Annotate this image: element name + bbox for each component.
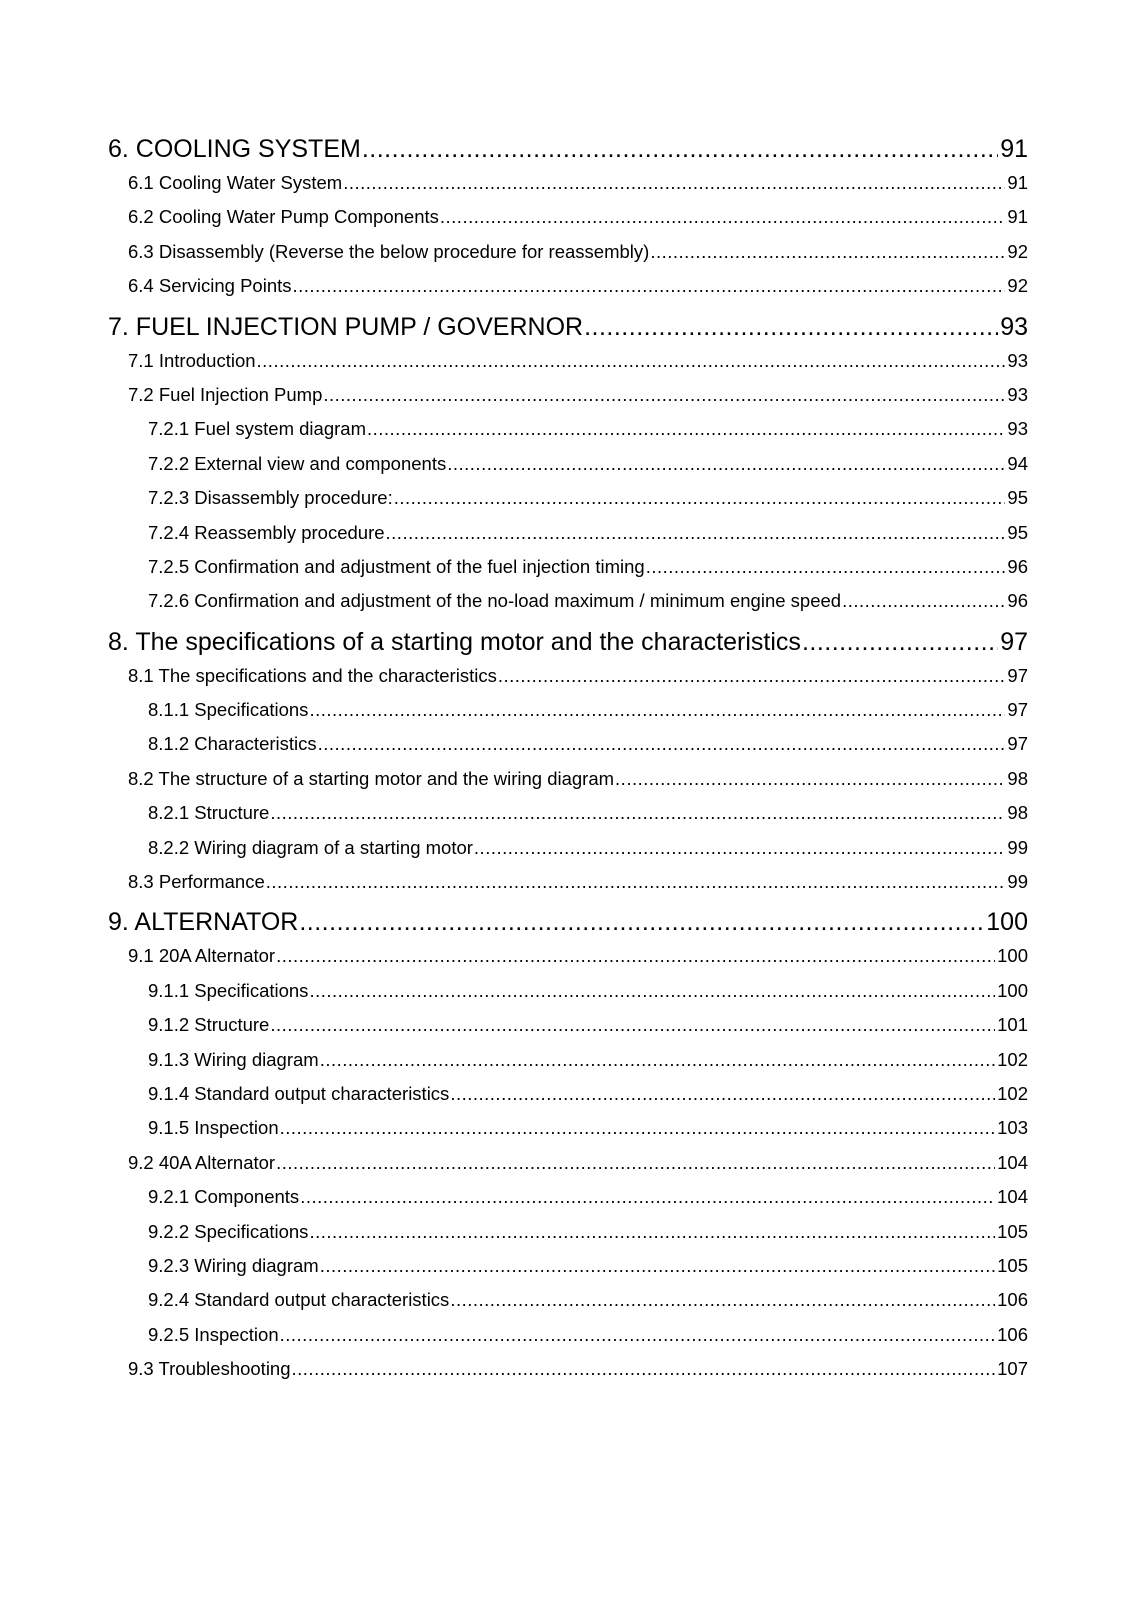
toc-entry-title: 9.2.2 Specifications <box>148 1220 309 1242</box>
toc-entry-page-number: 93 <box>1007 349 1028 371</box>
dot-leader <box>266 865 1006 899</box>
dot-leader <box>280 1318 996 1352</box>
dot-leader <box>318 727 1006 761</box>
toc-entry-page-number: 93 <box>1007 418 1028 440</box>
dot-leader <box>309 1215 995 1249</box>
toc-entry-page-number: 97 <box>1007 664 1028 686</box>
dot-leader <box>257 344 1006 378</box>
dot-leader <box>343 166 1005 200</box>
dot-leader <box>367 412 1005 446</box>
toc-subsection-entry[interactable] <box>108 550 1028 584</box>
dot-leader <box>615 762 1005 796</box>
toc-entry-title: 9.2.3 Wiring diagram <box>148 1254 319 1276</box>
toc-entry-page-number: 91 <box>1000 135 1028 163</box>
toc-entry-title: 6.3 Disassembly (Reverse the below procedure for reassembly) <box>128 240 650 262</box>
toc-entry-title: 7.2 Fuel Injection Pump <box>128 383 323 405</box>
dot-leader <box>802 625 998 659</box>
toc-entry-page-number: 93 <box>1000 312 1028 341</box>
toc-section-entry[interactable] <box>108 235 1028 269</box>
toc-entry-title: 8.1.1 Specifications <box>148 699 309 721</box>
toc-subsection-entry[interactable] <box>108 1180 1028 1214</box>
toc-entry-title: 9.2.5 Inspection <box>148 1323 279 1345</box>
dot-leader <box>447 447 1005 481</box>
toc-entry-page-number: 93 <box>1007 383 1028 405</box>
toc-section-entry[interactable] <box>108 762 1028 796</box>
toc-entry-title: 9.1.5 Inspection <box>148 1117 279 1139</box>
toc-entry-title: 7.2.6 Confirmation and adjustment of the no-load maximum / minimum engine speed <box>148 590 842 612</box>
dot-leader <box>280 1111 996 1145</box>
toc-entry-title: 9.3 Troubleshooting <box>128 1358 291 1380</box>
dot-leader <box>584 310 998 344</box>
toc-entry-page-number: 100 <box>997 945 1028 967</box>
toc-entry-title: 7.2.2 External view and components <box>148 452 447 474</box>
dot-leader <box>293 269 1006 303</box>
toc-entry-page-number: 95 <box>1007 487 1028 509</box>
dot-leader <box>650 235 1005 269</box>
dot-leader <box>320 1249 995 1283</box>
toc-entry-page-number: 101 <box>997 1014 1028 1036</box>
toc-entry-title: 9.2.4 Standard output characteristics <box>148 1289 450 1311</box>
toc-entry-page-number: 99 <box>1007 871 1028 893</box>
table-of-contents <box>108 132 1028 1387</box>
dot-leader <box>299 905 984 939</box>
toc-chapter-entry[interactable] <box>108 625 1028 659</box>
dot-leader <box>270 796 1005 830</box>
toc-subsection-entry[interactable] <box>108 1077 1028 1111</box>
dot-leader <box>386 516 1006 550</box>
toc-entry-page-number: 104 <box>997 1186 1028 1208</box>
toc-entry-title: 7.2.1 Fuel system diagram <box>148 418 366 440</box>
toc-entry-page-number: 102 <box>997 1082 1028 1104</box>
toc-entry-page-number: 98 <box>1007 802 1028 824</box>
toc-section-entry[interactable] <box>108 939 1028 973</box>
dot-leader <box>450 1077 995 1111</box>
toc-subsection-entry[interactable] <box>108 1111 1028 1145</box>
toc-section-entry[interactable] <box>108 269 1028 303</box>
toc-entry-page-number: 97 <box>1000 627 1028 656</box>
dot-leader <box>394 481 1006 515</box>
toc-entry-page-number: 106 <box>997 1323 1028 1345</box>
toc-entry-page-number: 106 <box>997 1289 1028 1311</box>
toc-chapter-entry[interactable] <box>108 310 1028 344</box>
toc-subsection-entry[interactable] <box>108 584 1028 618</box>
toc-entry-title: 6.4 Servicing Points <box>128 275 292 297</box>
toc-entry-page-number: 105 <box>997 1254 1028 1276</box>
toc-entry-title: 7.2.4 Reassembly procedure <box>148 521 385 543</box>
toc-section-entry[interactable] <box>108 344 1028 378</box>
dot-leader <box>440 200 1006 234</box>
toc-section-entry[interactable] <box>108 1146 1028 1180</box>
toc-entry-page-number: 92 <box>1007 275 1028 297</box>
toc-subsection-entry[interactable] <box>108 693 1028 727</box>
dot-leader <box>309 693 1005 727</box>
dot-leader <box>309 974 995 1008</box>
dot-leader <box>270 1008 995 1042</box>
toc-subsection-entry[interactable] <box>108 1215 1028 1249</box>
dot-leader <box>498 659 1006 693</box>
toc-subsection-entry[interactable] <box>108 516 1028 550</box>
toc-entry-title: 8.1 The specifications and the characteristics <box>128 664 497 686</box>
toc-entry-page-number: 103 <box>997 1117 1028 1139</box>
toc-section-entry[interactable] <box>108 865 1028 899</box>
dot-leader <box>276 939 995 973</box>
toc-subsection-entry[interactable] <box>108 831 1028 865</box>
toc-entry-page-number: 100 <box>997 979 1028 1001</box>
toc-entry-title: 9.1.1 Specifications <box>148 979 309 1001</box>
toc-entry-title: 9.1.3 Wiring diagram <box>148 1048 319 1070</box>
toc-subsection-entry[interactable] <box>108 796 1028 830</box>
toc-entry-title: 8.2.2 Wiring diagram of a starting motor <box>148 836 473 858</box>
toc-section-entry[interactable] <box>108 378 1028 412</box>
dot-leader <box>474 831 1006 865</box>
toc-subsection-entry[interactable] <box>108 974 1028 1008</box>
toc-entry-title: 9.1.4 Standard output characteristics <box>148 1082 450 1104</box>
dot-leader <box>646 550 1006 584</box>
toc-entry-page-number: 97 <box>1007 733 1028 755</box>
dot-leader <box>842 584 1005 618</box>
toc-entry-title: 8.1.2 Characteristics <box>148 733 317 755</box>
toc-entry-title: 6.1 Cooling Water System <box>128 172 343 193</box>
dot-leader <box>300 1180 995 1214</box>
toc-entry-title: 9.1 20A Alternator <box>128 945 276 967</box>
toc-entry-page-number: 96 <box>1007 555 1028 577</box>
toc-entry-title: 9.2 40A Alternator <box>128 1151 276 1173</box>
toc-entry-title: 7. FUEL INJECTION PUMP / GOVERNOR <box>108 312 584 341</box>
toc-section-entry[interactable] <box>108 1352 1028 1386</box>
toc-entry-title: 7.2.3 Disassembly procedure: <box>148 487 393 509</box>
toc-subsection-entry[interactable] <box>108 1249 1028 1283</box>
toc-chapter-entry[interactable] <box>108 132 1028 166</box>
toc-subsection-entry[interactable] <box>108 1318 1028 1352</box>
toc-entry-page-number: 102 <box>997 1048 1028 1070</box>
toc-section-entry[interactable] <box>108 659 1028 693</box>
toc-entry-page-number: 104 <box>997 1151 1028 1173</box>
toc-entry-title: 6.2 Cooling Water Pump Components <box>128 206 439 228</box>
toc-entry-title: 7.1 Introduction <box>128 349 256 371</box>
toc-entry-title: 7.2.5 Confirmation and adjustment of the fuel injection timing <box>148 555 645 577</box>
dot-leader <box>323 378 1005 412</box>
toc-entry-title: 8. The specifications of a starting motor and the characteristics <box>108 627 801 656</box>
toc-entry-title: 9.1.2 Structure <box>148 1014 270 1036</box>
toc-entry-page-number: 100 <box>986 908 1028 937</box>
dot-leader <box>450 1283 995 1317</box>
toc-entry-page-number: 94 <box>1007 452 1028 474</box>
toc-entry-page-number: 95 <box>1007 521 1028 543</box>
dot-leader <box>320 1043 995 1077</box>
toc-entry-page-number: 92 <box>1007 240 1028 262</box>
toc-subsection-entry[interactable] <box>108 1283 1028 1317</box>
dot-leader <box>292 1352 996 1386</box>
toc-chapter-entry[interactable] <box>108 905 1028 939</box>
toc-subsection-entry[interactable] <box>108 1043 1028 1077</box>
toc-entry-page-number: 105 <box>997 1220 1028 1242</box>
toc-entry-title: 6. COOLING SYSTEM <box>108 135 361 163</box>
dot-leader <box>276 1146 995 1180</box>
toc-subsection-entry[interactable] <box>108 412 1028 446</box>
toc-entry-page-number: 98 <box>1007 767 1028 789</box>
toc-subsection-entry[interactable] <box>108 447 1028 481</box>
toc-entry-title: 8.2 The structure of a starting motor and the wiring diagram <box>128 767 615 789</box>
toc-entry-page-number: 99 <box>1007 836 1028 858</box>
toc-entry-page-number: 96 <box>1007 590 1028 612</box>
dot-leader <box>362 132 998 166</box>
toc-subsection-entry[interactable] <box>108 1008 1028 1042</box>
toc-subsection-entry[interactable] <box>108 727 1028 761</box>
toc-entry-page-number: 107 <box>997 1358 1028 1380</box>
toc-entry-title: 8.2.1 Structure <box>148 802 270 824</box>
toc-entry-title: 9.2.1 Components <box>148 1186 300 1208</box>
toc-entry-page-number: 91 <box>1007 206 1028 228</box>
toc-entry-title: 8.3 Performance <box>128 871 265 893</box>
toc-section-entry[interactable] <box>108 200 1028 234</box>
toc-subsection-entry[interactable] <box>108 481 1028 515</box>
toc-entry-page-number: 91 <box>1007 172 1028 193</box>
toc-section-entry[interactable] <box>108 166 1028 200</box>
toc-entry-page-number: 97 <box>1007 699 1028 721</box>
toc-entry-title: 9. ALTERNATOR <box>108 908 299 937</box>
